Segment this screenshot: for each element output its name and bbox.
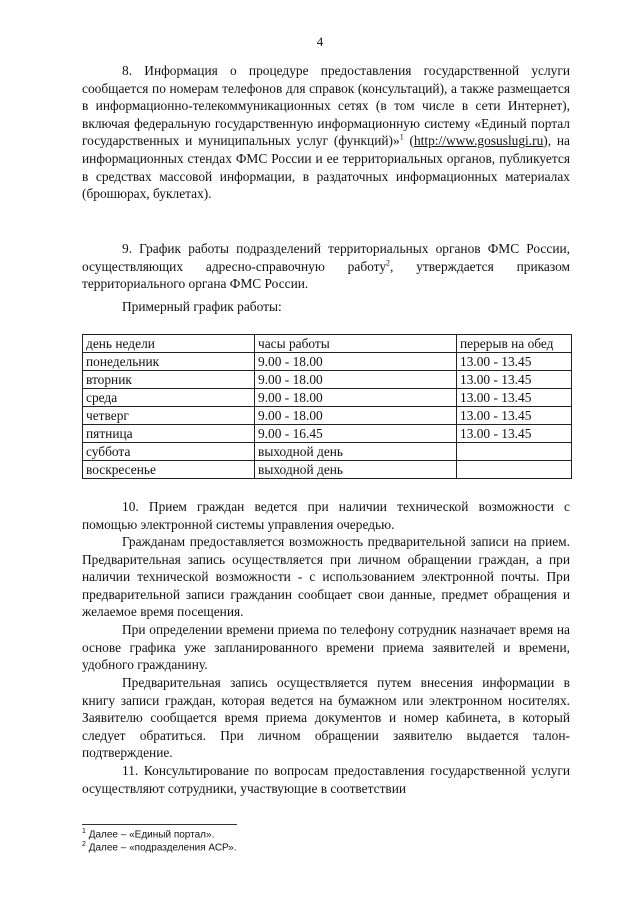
header-day: день недели (83, 335, 255, 353)
cell-day: четверг (83, 407, 255, 425)
cell-lunch (457, 443, 572, 461)
footnote-divider (82, 824, 237, 825)
cell-day: среда (83, 389, 255, 407)
table-row (83, 389, 572, 407)
cell-day: вторник (83, 371, 255, 389)
footnote-2-number: 2 (82, 841, 86, 848)
cell-hours: 9.00 - 18.00 (255, 407, 457, 425)
paragraph-8-text-2: ), на информационных стендах ФМС России и ее территориальных органов, публикуется в средствах массовой информации, в раздаточных информационных материалах (брошюрах, буклетах). (82, 133, 571, 202)
table-row (83, 353, 572, 371)
cell-day: воскресенье (83, 461, 255, 479)
cell-lunch (457, 461, 572, 479)
cell-hours: выходной день (255, 443, 457, 461)
table-row (83, 443, 572, 461)
schedule-table (82, 334, 572, 479)
cell-day: понедельник (83, 353, 255, 371)
cell-hours: 9.00 - 18.00 (255, 353, 457, 371)
paragraph-8-text-1: 8. Информация о процедуре предоставления государственной услуги сообщается по номерам телефонов для справок (консультаций), а также размещается в информационно-телекоммуникационных сетях (в том числе в сети Интернет), включая федеральную государственную информационную систему «Единый портал государственных и муниципальных услуг (функций)» (82, 63, 570, 149)
cell-day: суббота (83, 443, 255, 461)
paragraph-9 (82, 240, 570, 293)
paragraph-10-phone: При определении времени приема по телефону сотрудник назначает время на основе графика уже запланированного времени приема заявителей и времени, удобного гражданину. (82, 622, 570, 673)
cell-lunch: 13.00 - 13.45 (457, 407, 572, 425)
cell-hours: 9.00 - 18.00 (255, 389, 457, 407)
footnote-1-text: Далее – «Единый портал». (88, 829, 215, 841)
cell-lunch: 13.00 - 13.45 (457, 353, 572, 371)
paragraph-10-prerecord: Гражданам предоставляется возможность предварительной записи на прием. Предварительная запись осуществляется при личном обращении граждан, а при наличии технической возможности - с использованием электронной почты. При предварительной записи гражданин сообщает свои данные, предмет обращения и желаемое время посещения. (82, 534, 570, 620)
footnote-2 (82, 841, 237, 853)
footnote-1-number: 1 (82, 828, 86, 835)
cell-hours: 9.00 - 18.00 (255, 371, 457, 389)
page-number: 4 (316, 34, 324, 49)
table-row (83, 425, 572, 443)
cell-hours: выходной день (255, 461, 457, 479)
paragraph-8: 8. Информация о процедуре предоставления государственной услуги сообщается по номерам телефонов для справок (консультаций), а также размещается в информационно-телекоммуникационных сетях (в том числе в сети Интернет), включая федеральную государственную информационную систему «Единый портал государственных и муниципальных услуг (функций)»$^1$ (http://www.gosuslugi.ru), на информационных стендах ФМС России и ее территориальных органов, публикуется в средствах массовой информации, в раздаточных информационных материалах (брошюрах, буклетах). (82, 63, 571, 202)
cell-lunch: 13.00 - 13.45 (457, 389, 572, 407)
cell-lunch: 13.00 - 13.45 (457, 425, 572, 443)
paragraph-10-book: Предварительная запись осуществляется путем внесения информации в книгу записи граждан, которая ведется на бумажном или электронном носителях. Заявителю сообщается время приема документов и номер кабинета, в который следует обратиться. При личном обращении заявителю выдается талон-подтверждение. (82, 675, 570, 761)
header-hours: часы работы (255, 335, 457, 353)
paragraph-9-text-1: 9. График работы подразделений территориальных органов ФМС России, осуществляющих адресно-справочную работу (82, 241, 570, 274)
cell-day: пятница (83, 425, 255, 443)
table-row (83, 371, 572, 389)
footnote-2-text: Далее – «подразделения АСР». (88, 842, 237, 854)
gosuslugi-link[interactable]: http://www.gosuslugi.ru (413, 133, 544, 149)
cell-hours: 9.00 - 16.45 (255, 425, 457, 443)
header-lunch: перерыв на обед (457, 335, 572, 353)
footnote-ref-1: 1 (399, 132, 404, 142)
paragraph-10: 10. Прием граждан ведется при наличии технической возможности с помощью электронной системы управления очередью. (82, 499, 570, 532)
cell-lunch: 13.00 - 13.45 (457, 371, 572, 389)
footnote-ref-2: 2 (386, 258, 391, 268)
table-header-row (83, 335, 572, 353)
paragraph-11: 11. Консультирование по вопросам предоставления государственной услуги осуществляют сотрудники, участвующие в соответствии (82, 763, 570, 796)
table-row (83, 407, 572, 425)
footnote-1 (82, 828, 214, 840)
schedule-caption: Примерный график работы: (122, 299, 282, 314)
paragraph-9-text-2: , утверждается приказом территориального органа ФМС России. (82, 258, 570, 292)
table-row (83, 461, 572, 479)
